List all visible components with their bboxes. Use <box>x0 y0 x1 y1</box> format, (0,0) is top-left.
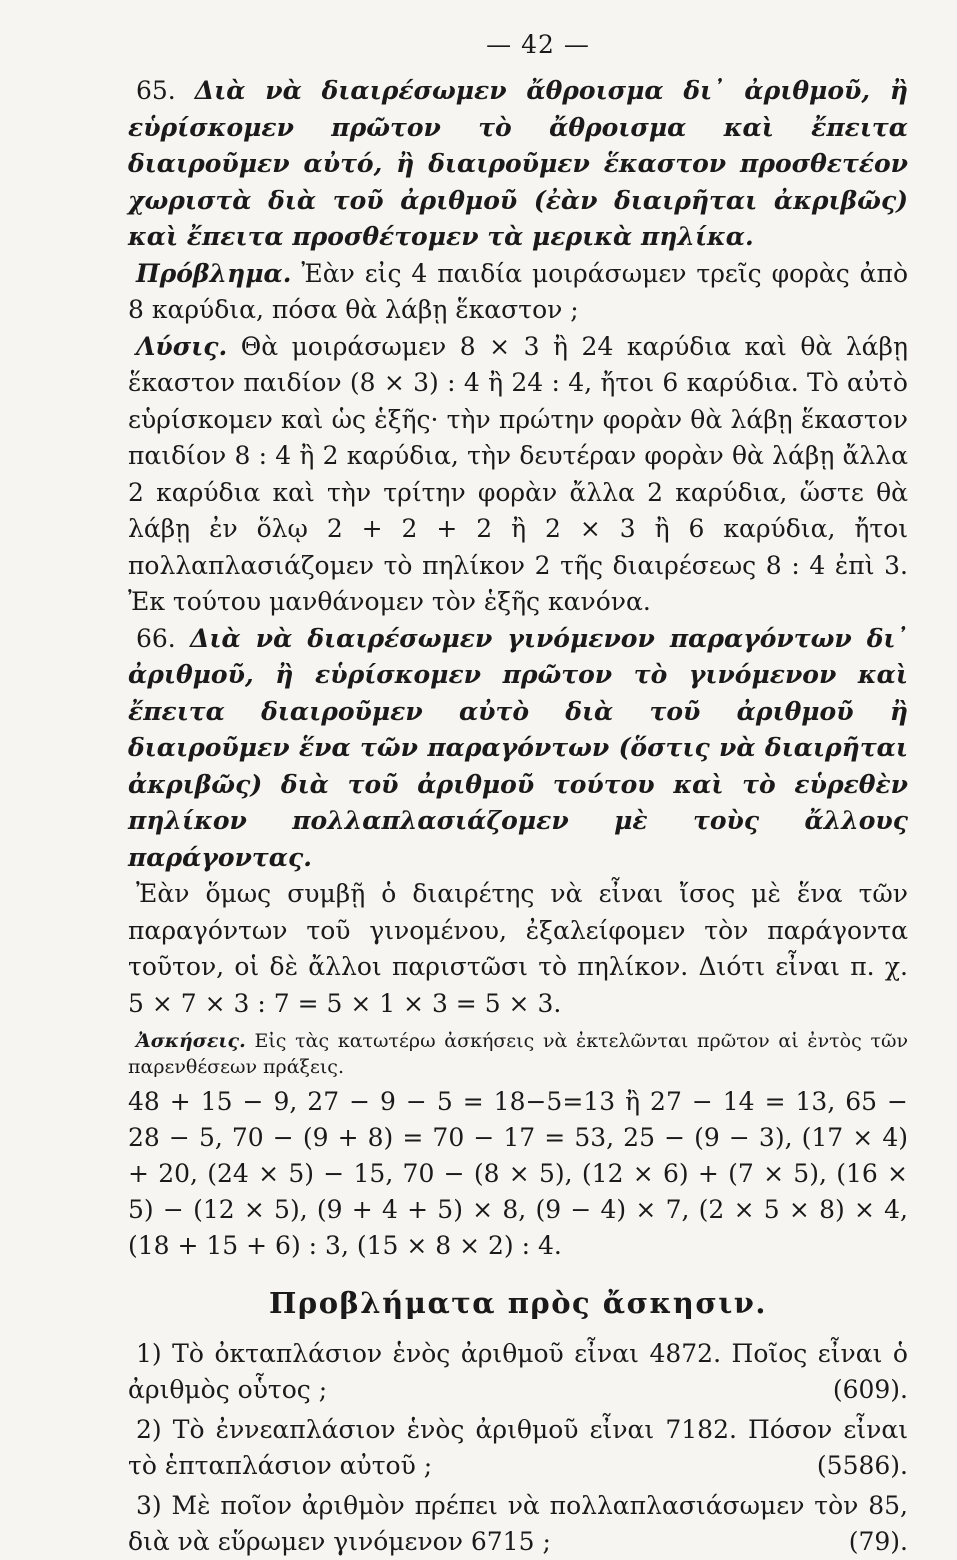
exercises-instruction <box>128 1028 908 1080</box>
problem-paragraph <box>128 256 908 329</box>
exercises-label: Ἀσκήσεις. <box>136 1030 246 1052</box>
exercises-list: 48 + 15 − 9, 27 − 9 − 5 = 18−5=13 ἢ 27 − 14 = 13, 65 − 28 − 5, 70 − (9 + 8) = 70 − 17 = 53, 25 − (9 − 3), (17 × 4) + 20, (24 × 5) − 15, 70 − (8 × 5), (12 × 6) + (7 × 5), (16 × 5) − (12 × 5), (9 + 4 + 5) × 8, (9 − 4) × 7, (2 × 5 × 8) × 4, (18 + 15 + 6) : 3, (15 × 8 × 2) : 4. <box>128 1087 908 1260</box>
problem-item-text: 2) Τὸ ἐννεαπλάσιον ἑνὸς ἀριθμοῦ εἶναι 7182. Πόσον εἶναι τὸ ἑπταπλάσιον αὐτοῦ ; <box>128 1415 908 1480</box>
solution-paragraph <box>128 329 908 621</box>
book-page <box>128 30 908 1560</box>
section-65-rule <box>128 73 908 256</box>
section-66-rule <box>128 621 908 877</box>
page-number: — 42 — <box>486 30 590 59</box>
problem-text: Ἐὰν εἰς 4 παιδία μοιράσωμεν τρεῖς φορὰς ἀπὸ 8 καρύδια, πόσα θὰ λάβῃ ἕκαστον ; <box>128 258 909 324</box>
rule-text: Διὰ νὰ διαιρέσωμεν γινόμενον παραγόντων δι᾿ ἀριθμοῦ, ἢ εὑρίσκομεν πρῶτον τὸ γινόμενον καὶ ἔπειτα διαιροῦμεν αὐτὸ διὰ τοῦ ἀριθμοῦ ἢ διαιροῦμεν ἕνα τῶν παραγόντων (ὅστις νὰ διαιρῆται ἀκριβῶς) διὰ τοῦ ἀριθμοῦ τούτου καὶ τὸ εὑρεθὲν πηλίκον πολλαπλασιάζομεν μὲ τοὺς ἄλλους παράγοντας. <box>128 623 908 872</box>
problem-item <box>128 1336 908 1408</box>
rule-text: Διὰ νὰ διαιρέσωμεν ἄθροισμα δι᾿ ἀριθμοῦ, ἢ εὑρίσκομεν πρῶτον τὸ ἄθροισμα καὶ ἔπειτα διαιροῦμεν αὐτό, ἢ διαιροῦμεν ἕκαστον προσθετέον χωριστὰ διὰ τοῦ ἀριθμοῦ (ἐὰν διαιρῆται ἀκριβῶς) καὶ ἔπειτα προσθέτομεν τὰ μερικὰ πηλίκα. <box>128 76 908 251</box>
problem-item-text: 3) Μὲ ποῖον ἀριθμὸν πρέπει νὰ πολλαπλασιάσωμεν τὸν 85, διὰ νὰ εὕρωμεν γινόμενον 6715 ; <box>128 1491 908 1556</box>
problem-item <box>128 1488 908 1560</box>
solution-label: Λύσις. <box>136 331 228 361</box>
problem-answer: (5586). <box>816 1451 908 1480</box>
problem-label: Πρόβλημα. <box>136 258 292 288</box>
section-66-note: Ἐὰν ὅμως συμβῇ ὁ διαιρέτης νὰ εἶναι ἴσος μὲ ἕνα τῶν παραγόντων τοῦ γινομένου, ἐξαλείφομεν τὸν παράγοντα τοῦτον, οἱ δὲ ἄλλοι παριστῶσι τὸ πηλίκον. Διότι εἶναι π. χ. 5 × 7 × 3 : 7 = 5 × 1 × 3 = 5 × 3. <box>128 879 908 1018</box>
problem-item-text: 1) Τὸ ὀκταπλάσιον ἑνὸς ἀριθμοῦ εἶναι 4872. Ποῖος εἶναι ὁ ἀριθμὸς οὗτος ; <box>128 1339 908 1404</box>
section-number: 65. <box>136 76 176 105</box>
solution-text: Θὰ μοιράσωμεν 8 × 3 ἢ 24 καρύδια καὶ θὰ λάβῃ ἕκαστον παιδίον (8 × 3) : 4 ἢ 24 : 4, ἤτοι 6 καρύδια. Τὸ αὐτὸ εὑρίσκομεν καὶ ὡς ἑξῆς· τὴν πρώτην φορὰν θὰ λάβῃ ἕκαστον παιδίον 8 : 4 ἢ 2 καρύδια, τὴν δευτέραν φορὰν θὰ λάβῃ ἄλλα 2 καρύδια καὶ τὴν τρίτην φορὰν ἄλλα 2 καρύδια, ὥστε θὰ λάβῃ ἐν ὅλῳ 2 + 2 + 2 ἢ 2 × 3 ἢ 6 καρύδια, ἤτοι πολλαπλασιάζομεν τὸ πηλίκον 2 τῆς διαιρέσεως 8 : 4 ἐπὶ 3. Ἐκ τούτου μανθάνομεν τὸν ἑξῆς κανόνα. <box>128 331 908 616</box>
problem-item <box>128 1412 908 1484</box>
exercises-instruction-text: Εἰς τὰς κατωτέρω ἀσκήσεις νὰ ἐκτελῶνται πρῶτον αἱ ἐντὸς τῶν παρενθέσεων πράξεις. <box>128 1030 908 1078</box>
problems-heading: Προβλήματα πρὸς ἄσκησιν. <box>269 1286 767 1320</box>
problem-answer: (609). <box>832 1375 908 1404</box>
section-number: 66. <box>136 623 176 653</box>
problem-answer: (79). <box>848 1527 908 1556</box>
